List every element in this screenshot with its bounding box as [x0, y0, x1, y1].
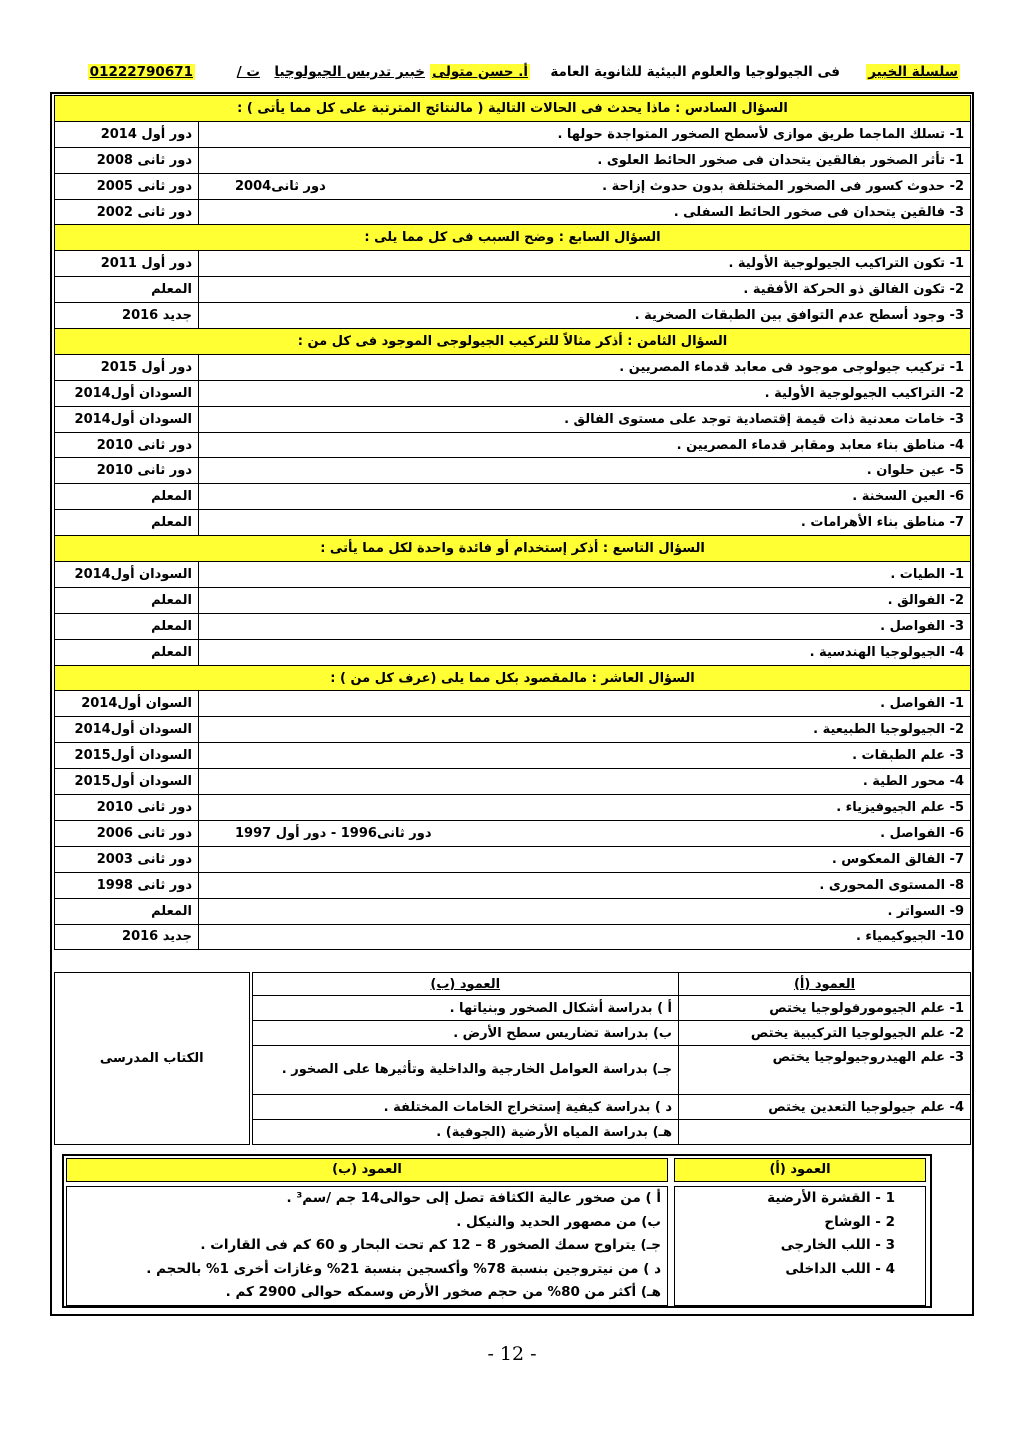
q11-col-b-header: العمود (ب) — [251, 973, 679, 996]
q12-b-item: أ ) من صخور عالية الكثافة تصل إلى حوالى14 جم /سم³ . — [286, 1190, 661, 1206]
section-header-row — [55, 225, 971, 251]
question-text: 1- تأثر الصخور بفالقين يتحدان فى صخور الحائط العلوى . — [597, 152, 965, 168]
question-text: 1- الفواصل . — [880, 696, 965, 712]
matching-table-11 — [54, 972, 971, 1145]
question-cell — [199, 717, 971, 743]
question-cell — [199, 510, 971, 536]
exam-reference: دور أول 2015 — [55, 354, 199, 380]
question-cell — [199, 303, 971, 329]
exam-reference: المعلم — [55, 587, 199, 613]
question-row — [55, 432, 971, 458]
question-text: 3- الفواصل . — [880, 618, 965, 634]
question-text: 2- الفوالق . — [887, 592, 965, 608]
exam-reference: السودان أول2014 — [55, 380, 199, 406]
question-row — [55, 717, 971, 743]
question-row — [55, 872, 971, 898]
question-cell — [199, 251, 971, 277]
question-text: 5- علم الجيوفيزياء . — [836, 799, 965, 815]
exam-reference: دور أول 2014 — [55, 121, 199, 147]
section-title: السؤال السادس : ماذا يحدث فى الحالات التالية ( مالنتائج المترتبة على كل مما يأتى ) : — [55, 96, 971, 122]
exam-reference: دور ثانى 2005 — [55, 173, 199, 199]
question-row — [55, 924, 971, 950]
question-cell — [199, 562, 971, 588]
question-cell — [199, 743, 971, 769]
q11-a-item: 4- علم جيولوجيا التعدين يختص — [679, 1095, 971, 1120]
question-cell — [199, 820, 971, 846]
exam-reference: السودان أول2015 — [55, 743, 199, 769]
exam-reference: المعلم — [55, 639, 199, 665]
question-text: 1- تركيب جيولوجى موجود فى معابد قدماء المصريين . — [619, 359, 965, 375]
question-row — [55, 303, 971, 329]
page-number: - 12 - — [487, 1343, 537, 1365]
question-text: 3- فالقين يتحدان فى صخور الحائط السفلى . — [673, 204, 965, 220]
q12-a-item: 4 - اللب الداخلى — [785, 1260, 895, 1277]
section-header-row — [55, 665, 971, 691]
question-text: 5- عين حلوان . — [866, 463, 965, 479]
exam-reference: دور أول 2011 — [55, 251, 199, 277]
question-row — [55, 846, 971, 872]
q11-a-item: 2- علم الجيولوجيا التركيبية يختص — [679, 1021, 971, 1046]
exam-reference: السودان أول2014 — [55, 406, 199, 432]
extra-exam-ref: دور ثانى2004 — [235, 178, 326, 194]
question-cell — [199, 872, 971, 898]
exam-reference: السودان أول2014 — [55, 562, 199, 588]
question-text: 1- الطيات . — [890, 566, 965, 582]
q12-a-item: 1 - القشرة الأرضية — [767, 1190, 895, 1206]
question-cell — [199, 380, 971, 406]
question-text: 10- الجيوكيمياء . — [855, 929, 965, 945]
phone-label: ت / — [236, 64, 260, 80]
question-cell — [199, 458, 971, 484]
exam-reference: المعلم — [55, 898, 199, 924]
question-text: 1- تكون التراكيب الجيولوجية الأولية . — [728, 256, 965, 272]
exam-reference: المعلم — [55, 613, 199, 639]
question-text: 2- الجيولوجيا الطبيعية . — [813, 722, 965, 738]
series-title: سلسلة الخبير — [868, 64, 958, 80]
question-text: 6- العين السخنة . — [852, 489, 965, 505]
question-11 — [54, 972, 970, 1150]
question-row — [55, 587, 971, 613]
q12-col-a — [674, 1186, 926, 1306]
q12-b-item: ب) من مصهور الحديد والنيكل . — [456, 1213, 661, 1230]
question-cell — [199, 406, 971, 432]
q12-b-item: هـ) أكثر من 80% من حجم صخور الأرض وسمكه حوالى 2900 كم . — [225, 1284, 661, 1300]
q11-b-item: هـ) بدراسة المياه الأرضية (الجوفية) . — [251, 1120, 679, 1145]
phone-number: 01222790671 — [89, 64, 193, 80]
question-cell — [199, 432, 971, 458]
q12-col-a-header: العمود (أ) — [674, 1158, 926, 1182]
question-text: 6- الفواصل . — [880, 825, 965, 841]
question-row — [55, 173, 971, 199]
question-cell — [199, 147, 971, 173]
question-row — [55, 251, 971, 277]
question-cell — [199, 484, 971, 510]
question-text: 2- التراكيب الجيولوجية الأولية . — [764, 385, 965, 401]
question-row — [55, 613, 971, 639]
question-row — [55, 510, 971, 536]
question-cell — [199, 199, 971, 225]
question-cell — [199, 769, 971, 795]
section-title: السؤال التاسع : أذكر إستخدام أو فائدة واحدة لكل مما يأتى : — [55, 536, 971, 562]
q12-a-item: 3 - اللب الخارجى — [780, 1237, 895, 1253]
question-row — [55, 769, 971, 795]
question-text: 7- مناطق بناء الأهرامات . — [800, 515, 965, 531]
section-title: السؤال الثامن : أذكر مثالاً للتركيب الجيولوجى الموجود فى كل من : — [55, 329, 971, 355]
question-row — [55, 199, 971, 225]
question-text: 4- محور الطية . — [862, 774, 965, 790]
extra-exam-ref: دور ثانى1996 - دور أول 1997 — [235, 825, 432, 841]
question-text: 4- الجيولوجيا الهندسية . — [809, 644, 965, 660]
question-cell — [199, 587, 971, 613]
exam-reference: دور ثانى 1998 — [55, 872, 199, 898]
question-cell — [199, 613, 971, 639]
q12-col-b-header: العمود (ب) — [66, 1158, 668, 1182]
teacher-name: أ. حسن متولى — [432, 64, 528, 80]
question-cell — [199, 795, 971, 821]
question-row — [55, 898, 971, 924]
question-row — [55, 354, 971, 380]
question-row — [55, 458, 971, 484]
exam-reference: دور ثانى 2002 — [55, 199, 199, 225]
section-header-row — [55, 96, 971, 122]
exam-reference: دور ثانى 2006 — [55, 820, 199, 846]
question-cell — [199, 691, 971, 717]
exam-reference: المعلم — [55, 277, 199, 303]
question-row — [55, 484, 971, 510]
q11-a-empty — [679, 1120, 971, 1145]
question-row — [55, 691, 971, 717]
question-row — [55, 820, 971, 846]
question-text: 7- الفالق المعكوس . — [831, 851, 965, 867]
q11-b-item: د ) بدراسة كيفية إستخراج الخامات المختلفة . — [251, 1095, 679, 1120]
question-row — [55, 639, 971, 665]
q11-a-item: 1- علم الجيومورفولوجيا يختص — [679, 996, 971, 1021]
question-row — [55, 795, 971, 821]
question-text: 1- تسلك الماجما طريق موازى لأسطح الصخور المتواجدة حولها . — [557, 126, 965, 142]
exam-reference: دور ثانى 2010 — [55, 458, 199, 484]
q12-b-item: جـ) يتراوح سمك الصخور 8 – 12 كم تحت البحار و 60 كم فى القارات . — [200, 1237, 661, 1253]
question-text: 3- علم الطبقات . — [852, 748, 965, 764]
page-header — [63, 62, 960, 86]
section-title: السؤال السابع : وضح السبب فى كل مما يلى : — [55, 225, 971, 251]
question-text: 9- السواتر . — [887, 903, 965, 919]
teacher-title: خبير تدريس الجيولوجيا — [274, 64, 425, 80]
question-cell — [199, 354, 971, 380]
exam-reference: دور ثانى 2010 — [55, 795, 199, 821]
exam-reference: السودان أول2015 — [55, 769, 199, 795]
exam-reference: دور ثانى 2008 — [55, 147, 199, 173]
question-text: 2- تكون الفالق ذو الحركة الأفقية . — [743, 282, 965, 298]
q12-a-item: 2 - الوشاح — [824, 1213, 895, 1230]
question-cell — [199, 639, 971, 665]
exam-reference: المعلم — [55, 510, 199, 536]
q11-b-item: جـ) بدراسة العوامل الخارجية والداخلية وتأثيرها على الصخور . — [251, 1046, 679, 1095]
question-text: 3- وجود أسطح عدم التوافق بين الطبقات الصخرية . — [634, 308, 965, 324]
question-row — [55, 562, 971, 588]
q11-b-item: ب) بدراسة تضاريس سطح الأرض . — [251, 1021, 679, 1046]
q11-col-a-header: العمود (أ) — [679, 973, 971, 996]
exam-reference: جديد 2016 — [55, 924, 199, 950]
question-row — [55, 121, 971, 147]
question-text: 8- المستوى المحورى . — [819, 877, 965, 893]
question-row — [55, 743, 971, 769]
question-text: 4- مناطق بناء معابد ومقابر قدماء المصريين . — [676, 437, 965, 453]
exam-reference: السودان أول2014 — [55, 717, 199, 743]
section-header-row — [55, 329, 971, 355]
q12-col-b — [66, 1186, 668, 1306]
question-cell — [199, 121, 971, 147]
question-cell — [199, 898, 971, 924]
question-cell — [199, 846, 971, 872]
exam-reference: جديد 2016 — [55, 303, 199, 329]
subject-line: فى الجيولوجيا والعلوم البيئية للثانوية العامة — [550, 64, 840, 80]
exam-reference: دور ثانى 2010 — [55, 432, 199, 458]
question-text: 2- حدوث كسور فى الصخور المختلفة بدون حدوث إزاحة . — [602, 178, 965, 194]
section-title: السؤال العاشر : مالمقصود بكل مما يلى (عرف كل من ) : — [55, 665, 971, 691]
exam-reference: دور ثانى 2003 — [55, 846, 199, 872]
exam-reference: المعلم — [55, 484, 199, 510]
q11-a-item: 3- علم الهيدروجيولوجيا يختص — [679, 1046, 971, 1095]
q11-source: الكتاب المدرسى — [55, 973, 251, 1145]
q12-b-item: د ) من نيتروجين بنسبة 78% وأكسجين بنسبة 21% وغازات أخرى 1% بالحجم . — [146, 1260, 661, 1277]
question-cell — [199, 173, 971, 199]
question-row — [55, 406, 971, 432]
section-header-row — [55, 536, 971, 562]
question-row — [55, 147, 971, 173]
q11-b-item: أ ) بدراسة أشكال الصخور وبنياتها . — [251, 996, 679, 1021]
questions-table — [54, 95, 971, 950]
question-row — [55, 380, 971, 406]
question-cell — [199, 924, 971, 950]
question-12 — [62, 1154, 932, 1308]
exam-reference: السوان أول2014 — [55, 691, 199, 717]
question-row — [55, 277, 971, 303]
question-cell — [199, 277, 971, 303]
question-text: 3- خامات معدنية ذات قيمة إقتصادية توجد على مستوى الفالق . — [564, 411, 965, 427]
